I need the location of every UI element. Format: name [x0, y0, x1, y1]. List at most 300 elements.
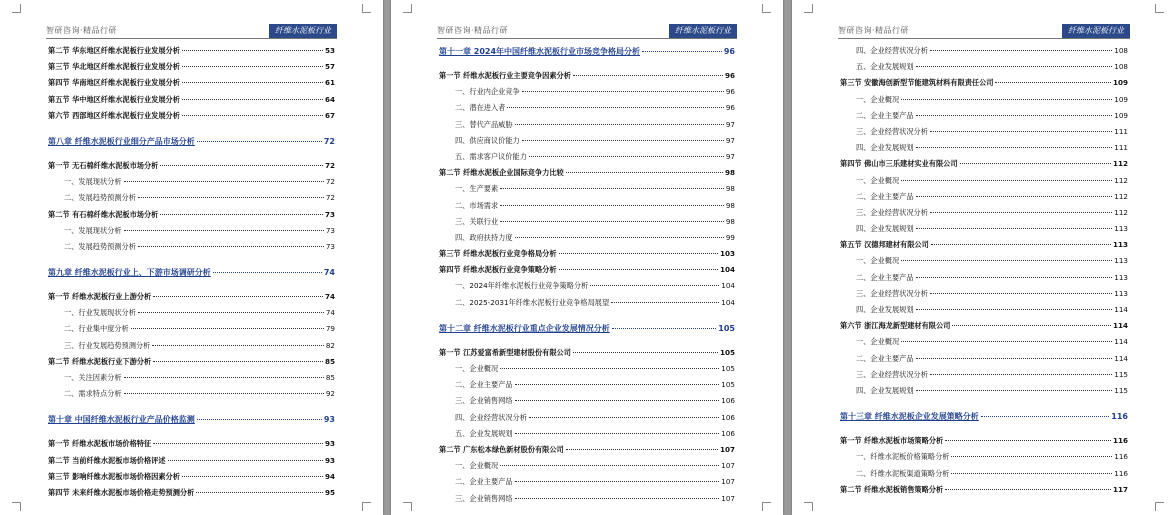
dot-leader: [515, 384, 720, 385]
toc-section-entry[interactable]: [840, 436, 1128, 452]
toc-page-number: 114: [1114, 337, 1128, 347]
crop-mark: [12, 4, 21, 13]
toc-page-number: 109: [1114, 110, 1128, 120]
document-page-1: [0, 0, 383, 515]
toc-page-number: 108: [1114, 46, 1128, 55]
toc-subsection-entry[interactable]: [840, 95, 1128, 111]
dot-leader: [916, 309, 1113, 310]
toc-section-entry[interactable]: [840, 240, 1128, 256]
toc-section-entry[interactable]: [48, 456, 335, 472]
toc-subsection-entry[interactable]: [48, 324, 335, 340]
toc-entry-title: 第一节 江苏爱富希新型建材股份有限公司: [439, 347, 571, 357]
toc-subsection-entry[interactable]: [840, 111, 1128, 127]
crop-mark: [804, 502, 813, 511]
toc-subsection-entry[interactable]: [840, 192, 1128, 208]
toc-page-number: 72: [325, 193, 335, 203]
toc-page-number: 109: [1112, 78, 1128, 88]
dot-leader: [559, 269, 718, 270]
toc-entry-title: 一、企业概况: [856, 337, 900, 347]
dot-leader: [500, 205, 724, 206]
dot-leader: [945, 440, 1111, 441]
toc-entry-title: 二、企业主要产品: [455, 380, 513, 390]
toc-subsection-entry[interactable]: [439, 364, 735, 380]
toc-page-number: 95: [324, 487, 335, 497]
toc-entry-title: 二、纤维水泥板渠道策略分析: [856, 468, 950, 478]
toc-page-number: 64: [324, 94, 335, 104]
toc-subsection-entry[interactable]: [439, 184, 735, 200]
toc-subsection-entry[interactable]: [840, 176, 1128, 192]
toc-page-number: 93: [323, 415, 335, 425]
toc-page-number: 112: [1114, 191, 1128, 201]
toc-page-number: 117: [1112, 484, 1128, 494]
toc-entry-title: 第二节 纤维水泥板行业下游分析: [48, 356, 152, 366]
toc-entry-title: 第三节 纤维水泥板行业竞争格局分析: [439, 249, 557, 259]
toc-entry-title: 五、企业发展规划: [455, 428, 513, 438]
toc-entry-title: 一、行业发展现状分析: [64, 308, 136, 318]
dot-leader: [916, 228, 1113, 229]
dot-leader: [901, 260, 1112, 261]
toc-entry-title: 第五节 华中地区纤维水泥板行业发展分析: [48, 94, 180, 104]
toc-subsection-entry[interactable]: [840, 256, 1128, 272]
toc-entry-title: 四、企业发展规划: [856, 305, 914, 314]
toc-entry-title: 二、需求特点分析: [64, 389, 122, 399]
dot-leader: [951, 473, 1112, 474]
dot-leader: [930, 374, 1112, 375]
dot-leader: [931, 244, 1111, 245]
toc-section-entry[interactable]: [48, 62, 335, 78]
toc-entry-title: 第四节 华南地区纤维水泥板行业发展分析: [48, 78, 180, 88]
dot-leader: [916, 358, 1113, 359]
dot-leader: [930, 212, 1112, 213]
toc-entry-title: 第二节 华东地区纤维水泥板行业发展分析: [48, 46, 180, 55]
dot-leader: [182, 476, 323, 477]
toc-page-number: 105: [721, 364, 735, 373]
toc-subsection-entry[interactable]: [439, 281, 735, 297]
toc-subsection-entry[interactable]: [48, 177, 335, 193]
toc-page-number: 103: [719, 249, 735, 259]
toc-entry-title: 第十一章 2024年中国纤维水泥板行业市场竞争格局分析: [439, 47, 641, 56]
toc-page-number: 74: [324, 292, 335, 302]
toc-section-entry[interactable]: [439, 249, 735, 265]
toc-page-number: 85: [325, 373, 335, 382]
header-industry-tag: 纤维水泥板行业: [1062, 24, 1130, 38]
toc-subsection-entry[interactable]: [439, 477, 735, 493]
dot-leader: [515, 237, 724, 238]
toc-entry-title: 一、关注因素分析: [64, 373, 122, 382]
toc-page-number: 112: [1114, 207, 1128, 217]
toc-page-number: 116: [1111, 412, 1128, 422]
toc-page-number: 72: [325, 177, 335, 187]
dot-leader: [500, 188, 724, 189]
dot-leader: [901, 341, 1112, 342]
dot-leader: [138, 312, 324, 313]
dot-leader: [131, 328, 324, 329]
dot-leader: [182, 99, 323, 100]
toc-subsection-entry[interactable]: [439, 201, 735, 217]
dot-leader: [930, 131, 1112, 132]
toc-entry-title: 四、政府扶持力度: [455, 232, 513, 242]
toc-page-number: 97: [725, 119, 735, 129]
toc-subsection-entry[interactable]: [840, 305, 1128, 321]
toc-entry-title: 四、企业发展规划: [856, 224, 914, 234]
toc-section-entry[interactable]: [48, 95, 335, 111]
toc-page-number: 98: [725, 200, 735, 210]
toc-section-entry[interactable]: [48, 439, 335, 455]
toc-entry-title: 第四节 纤维水泥板行业竞争策略分析: [439, 265, 557, 275]
toc-entry-title: 三、关联行业: [455, 216, 499, 226]
toc-chapter-entry[interactable]: [439, 323, 735, 339]
dot-leader: [916, 390, 1113, 391]
toc-entry-title: 三、企业经营状况分析: [856, 288, 928, 298]
toc-entry-title: 三、替代产品威胁: [455, 119, 513, 129]
toc-entry-title: 二、2025-2031年纤维水泥板行业竞争格局展望: [455, 297, 610, 307]
dot-leader: [213, 272, 322, 273]
toc-subsection-entry[interactable]: [439, 494, 735, 510]
toc-entry-title: 二、企业主要产品: [856, 272, 914, 282]
dot-leader: [566, 449, 718, 450]
dot-leader: [916, 277, 1113, 278]
toc-subsection-entry[interactable]: [48, 193, 335, 209]
toc-subsection-entry[interactable]: [439, 136, 735, 152]
toc-page-number: 57: [324, 62, 335, 72]
crop-mark: [804, 4, 813, 13]
toc-page-number: 96: [723, 47, 735, 56]
dot-leader: [529, 417, 719, 418]
toc-section-entry[interactable]: [48, 292, 335, 308]
page-header: [838, 22, 1130, 39]
toc-subsection-entry[interactable]: [840, 452, 1128, 468]
toc-page-number: 106: [721, 412, 735, 422]
dot-leader: [901, 180, 1112, 181]
crop-mark: [362, 4, 371, 13]
toc-page-number: 85: [324, 356, 335, 366]
toc-page-number: 96: [725, 87, 735, 97]
toc-subsection-entry[interactable]: [439, 413, 735, 429]
dot-leader: [160, 214, 323, 215]
toc-page-number: 73: [325, 225, 335, 235]
toc-page-number: 61: [324, 78, 335, 88]
toc-page-number: 106: [721, 396, 735, 406]
toc-page-number: 74: [323, 268, 335, 278]
toc-entry-title: 第一节 无石棉纤维水泥板市场分析: [48, 160, 159, 170]
toc-entry-title: 第十三章 纤维水泥板企业发展策略分析: [840, 412, 979, 422]
toc-entry-title: 第九章 纤维水泥板行业上、下游市场调研分析: [48, 268, 211, 278]
toc-entry-title: 一、生产要素: [455, 184, 499, 194]
toc-entry-title: 第二节 纤维水泥板企业国际竞争力比较: [439, 168, 564, 178]
toc-subsection-entry[interactable]: [48, 308, 335, 324]
header-brand: 智研咨询·精品行研: [437, 26, 509, 35]
toc-section-entry[interactable]: [48, 111, 335, 127]
toc-subsection-entry[interactable]: [840, 208, 1128, 224]
toc-subsection-entry[interactable]: [840, 370, 1128, 386]
toc-subsection-entry[interactable]: [840, 62, 1128, 78]
toc-entry-title: 二、发展趋势预测分析: [64, 193, 136, 203]
page-header: [46, 22, 337, 39]
dot-leader: [124, 181, 324, 182]
toc-entry-title: 第三节 安徽海创新型节能建筑材料有限责任公司: [840, 78, 994, 88]
toc-entry-title: 四、企业经营状况分析: [455, 412, 527, 422]
toc-section-entry[interactable]: [840, 78, 1128, 94]
toc-section-entry[interactable]: [48, 357, 335, 373]
toc-page-number: 67: [324, 110, 335, 120]
dot-leader: [138, 246, 324, 247]
toc-page-number: 98: [724, 168, 735, 178]
dot-leader: [612, 328, 717, 329]
toc-subsection-entry[interactable]: [439, 120, 735, 136]
toc-entry-title: 第二节 纤维水泥板销售策略分析: [840, 484, 944, 494]
dot-leader: [522, 91, 724, 92]
toc-entry-title: 一、纤维水泥板价格策略分析: [856, 452, 950, 462]
toc-subsection-entry[interactable]: [439, 233, 735, 249]
toc-page-number: 107: [721, 477, 735, 487]
toc-chapter-entry[interactable]: [48, 414, 335, 430]
toc-section-entry[interactable]: [439, 71, 735, 87]
dot-leader: [138, 197, 324, 198]
toc-page-number: 105: [718, 323, 735, 333]
document-page-2: [391, 0, 783, 515]
toc-section-entry[interactable]: [840, 159, 1128, 175]
toc-entry-title: 一、企业概况: [856, 94, 900, 104]
crop-mark: [12, 502, 21, 511]
toc-page-number: 114: [1112, 321, 1128, 331]
toc-chapter-entry[interactable]: [840, 411, 1128, 427]
toc-entry-title: 第四节 佛山市三乐建材实业有限公司: [840, 159, 958, 169]
dot-leader: [611, 302, 719, 303]
toc-page-number: 104: [721, 281, 735, 291]
toc-entry-title: 二、企业主要产品: [856, 191, 914, 201]
toc-entry-title: 第六节 浙江海龙新型建材有限公司: [840, 321, 951, 331]
toc-section-entry[interactable]: [48, 46, 335, 62]
toc-entry-title: 二、市场需求: [455, 200, 499, 210]
dot-leader: [960, 163, 1111, 164]
toc-entry-title: 一、企业概况: [856, 256, 900, 266]
toc-page-number: 109: [1114, 94, 1128, 104]
dot-leader: [590, 285, 719, 286]
dot-leader: [559, 253, 718, 254]
dot-leader: [995, 82, 1111, 83]
toc-section-entry[interactable]: [48, 210, 335, 226]
dot-leader: [573, 352, 718, 353]
toc-section-entry[interactable]: [48, 78, 335, 94]
toc-page-number: 96: [724, 71, 735, 80]
dot-leader: [500, 368, 719, 369]
dot-leader: [196, 492, 323, 493]
dot-leader: [182, 50, 323, 51]
toc-list: [840, 46, 1128, 501]
toc-chapter-entry[interactable]: [48, 267, 335, 283]
dot-leader: [515, 498, 720, 499]
toc-page-number: 113: [1114, 272, 1128, 282]
toc-entry-title: 第四节 未来纤维水泥板市场价格走势预测分析: [48, 487, 195, 497]
dot-leader: [515, 124, 724, 125]
toc-entry-title: 第八章 纤维水泥板行业细分产品市场分析: [48, 136, 195, 146]
toc-entry-title: 第一节 纤维水泥板行业上游分析: [48, 292, 152, 302]
toc-page-number: 104: [721, 297, 735, 307]
dot-leader: [182, 82, 323, 83]
toc-page-number: 113: [1112, 240, 1128, 250]
toc-subsection-entry[interactable]: [48, 242, 335, 258]
toc-page-number: 106: [721, 428, 735, 438]
toc-entry-title: 二、潜在进入者: [455, 103, 506, 113]
dot-leader: [515, 400, 720, 401]
toc-page-number: 114: [1114, 305, 1128, 314]
toc-entry-title: 五、需求客户议价能力: [455, 151, 527, 161]
dot-leader: [182, 115, 323, 116]
dot-leader: [500, 465, 719, 466]
toc-subsection-entry[interactable]: [48, 341, 335, 357]
toc-section-entry[interactable]: [439, 265, 735, 281]
toc-subsection-entry[interactable]: [840, 354, 1128, 370]
header-industry-tag: 纤维水泥板行业: [269, 24, 337, 38]
toc-entry-title: 第五节 汉德邦建材有限公司: [840, 240, 929, 250]
dot-leader: [930, 293, 1112, 294]
toc-entry-title: 第二节 当前纤维水泥板市场价格评述: [48, 455, 166, 465]
toc-page-number: 92: [325, 389, 335, 399]
header-industry-tag: 纤维水泥板行业: [669, 24, 737, 38]
toc-entry-title: 二、行业集中度分析: [64, 324, 129, 334]
toc-subsection-entry[interactable]: [48, 226, 335, 242]
toc-page-number: 116: [1114, 452, 1128, 462]
toc-subsection-entry[interactable]: [439, 461, 735, 477]
toc-subsection-entry[interactable]: [840, 337, 1128, 353]
crop-mark: [762, 502, 771, 511]
toc-page-number: 105: [721, 380, 735, 390]
toc-entry-title: 三、企业销售网络: [455, 396, 513, 406]
toc-section-entry[interactable]: [439, 348, 735, 364]
dot-leader: [945, 489, 1111, 490]
toc-section-entry[interactable]: [48, 472, 335, 488]
toc-section-entry[interactable]: [840, 485, 1128, 501]
dot-leader: [573, 75, 723, 76]
dot-leader: [952, 325, 1111, 326]
toc-page-number: 97: [725, 135, 735, 145]
toc-list: [439, 46, 735, 510]
toc-entry-title: 三、行业发展趋势预测分析: [64, 340, 151, 350]
toc-entry-title: 二、企业主要产品: [455, 477, 513, 487]
dot-leader: [916, 115, 1113, 116]
toc-page-number: 99: [725, 232, 735, 242]
dot-leader: [197, 141, 322, 142]
dot-leader: [916, 196, 1113, 197]
toc-page-number: 111: [1114, 126, 1128, 136]
toc-page-number: 111: [1114, 143, 1128, 153]
toc-entry-title: 第十二章 纤维水泥板行业重点企业发展情况分析: [439, 323, 610, 333]
toc-entry-title: 一、行业内企业竞争: [455, 87, 520, 97]
header-brand: 智研咨询·精品行研: [46, 26, 118, 35]
toc-section-entry[interactable]: [439, 168, 735, 184]
toc-subsection-entry[interactable]: [439, 396, 735, 412]
toc-entry-title: 二、企业主要产品: [856, 353, 914, 363]
toc-entry-title: 一、企业概况: [856, 175, 900, 185]
toc-subsection-entry[interactable]: [48, 389, 335, 405]
toc-section-entry[interactable]: [840, 321, 1128, 337]
toc-subsection-entry[interactable]: [439, 380, 735, 396]
toc-subsection-entry[interactable]: [439, 87, 735, 103]
toc-page-number: 115: [1114, 369, 1128, 379]
toc-entry-title: 第十章 中国纤维水泥板行业产品价格监测: [48, 415, 195, 425]
toc-page-number: 116: [1112, 436, 1128, 446]
dot-leader: [124, 393, 324, 394]
toc-page-number: 93: [324, 455, 335, 465]
toc-section-entry[interactable]: [48, 488, 335, 504]
dot-leader: [168, 460, 323, 461]
toc-subsection-entry[interactable]: [840, 224, 1128, 240]
dot-leader: [951, 456, 1112, 457]
toc-section-entry[interactable]: [439, 445, 735, 461]
toc-subsection-entry[interactable]: [840, 127, 1128, 143]
toc-entry-title: 一、企业概况: [455, 461, 499, 471]
toc-subsection-entry[interactable]: [439, 103, 735, 119]
toc-subsection-entry[interactable]: [48, 373, 335, 389]
toc-page-number: 113: [1114, 224, 1128, 234]
toc-page-number: 97: [725, 151, 735, 161]
toc-page-number: 116: [1114, 468, 1128, 478]
toc-subsection-entry[interactable]: [439, 152, 735, 168]
toc-entry-title: 第三节 影响纤维水泥板市场价格因素分析: [48, 471, 180, 481]
dot-leader: [515, 433, 720, 434]
crop-mark: [1155, 502, 1164, 511]
toc-subsection-entry[interactable]: [840, 289, 1128, 305]
dot-leader: [153, 296, 323, 297]
toc-entry-title: 二、企业主要产品: [856, 110, 914, 120]
toc-subsection-entry[interactable]: [840, 469, 1128, 485]
toc-entry-title: 四、企业经营状况分析: [856, 46, 928, 55]
dot-leader: [515, 481, 720, 482]
toc-chapter-entry[interactable]: [439, 46, 735, 62]
toc-subsection-entry[interactable]: [840, 143, 1128, 159]
dot-leader: [642, 51, 722, 52]
toc-section-entry[interactable]: [48, 161, 335, 177]
toc-subsection-entry[interactable]: [439, 429, 735, 445]
crop-mark: [403, 502, 412, 511]
toc-entry-title: 四、企业发展规划: [856, 385, 914, 395]
toc-entry-title: 一、发展现状分析: [64, 177, 122, 187]
dot-leader: [916, 66, 1113, 67]
toc-list: [48, 46, 335, 504]
toc-subsection-entry[interactable]: [840, 273, 1128, 289]
toc-entry-title: 一、发展现状分析: [64, 225, 122, 235]
toc-chapter-entry[interactable]: [48, 136, 335, 152]
toc-subsection-entry[interactable]: [840, 46, 1128, 62]
toc-entry-title: 五、企业发展规划: [856, 62, 914, 72]
toc-subsection-entry[interactable]: [439, 217, 735, 233]
toc-page-number: 94: [324, 471, 335, 481]
crop-mark: [762, 4, 771, 13]
crop-mark: [1155, 4, 1164, 13]
toc-page-number: 107: [719, 444, 735, 454]
toc-page-number: 93: [324, 439, 335, 449]
toc-page-number: 72: [323, 136, 335, 146]
crop-mark: [362, 502, 371, 511]
toc-entry-title: 三、企业经营状况分析: [856, 369, 928, 379]
toc-page-number: 108: [1114, 62, 1128, 72]
toc-page-number: 98: [725, 216, 735, 226]
toc-page-number: 53: [324, 46, 335, 55]
toc-subsection-entry[interactable]: [439, 298, 735, 314]
dot-leader: [930, 50, 1112, 51]
toc-page-number: 105: [719, 347, 735, 357]
toc-page-number: 107: [721, 493, 735, 503]
crop-mark: [403, 4, 412, 13]
toc-entry-title: 第一节 纤维水泥板行业主要竞争因素分析: [439, 71, 571, 80]
toc-entry-title: 一、2024年纤维水泥板行业竞争策略分析: [455, 281, 589, 291]
toc-subsection-entry[interactable]: [840, 386, 1128, 402]
toc-entry-title: 一、企业概况: [455, 364, 499, 373]
toc-page-number: 79: [325, 324, 335, 334]
toc-entry-title: 第六节 西部地区纤维水泥板行业发展分析: [48, 110, 180, 120]
toc-page-number: 115: [1114, 385, 1128, 395]
toc-entry-title: 第三节 华北地区纤维水泥板行业发展分析: [48, 62, 180, 72]
